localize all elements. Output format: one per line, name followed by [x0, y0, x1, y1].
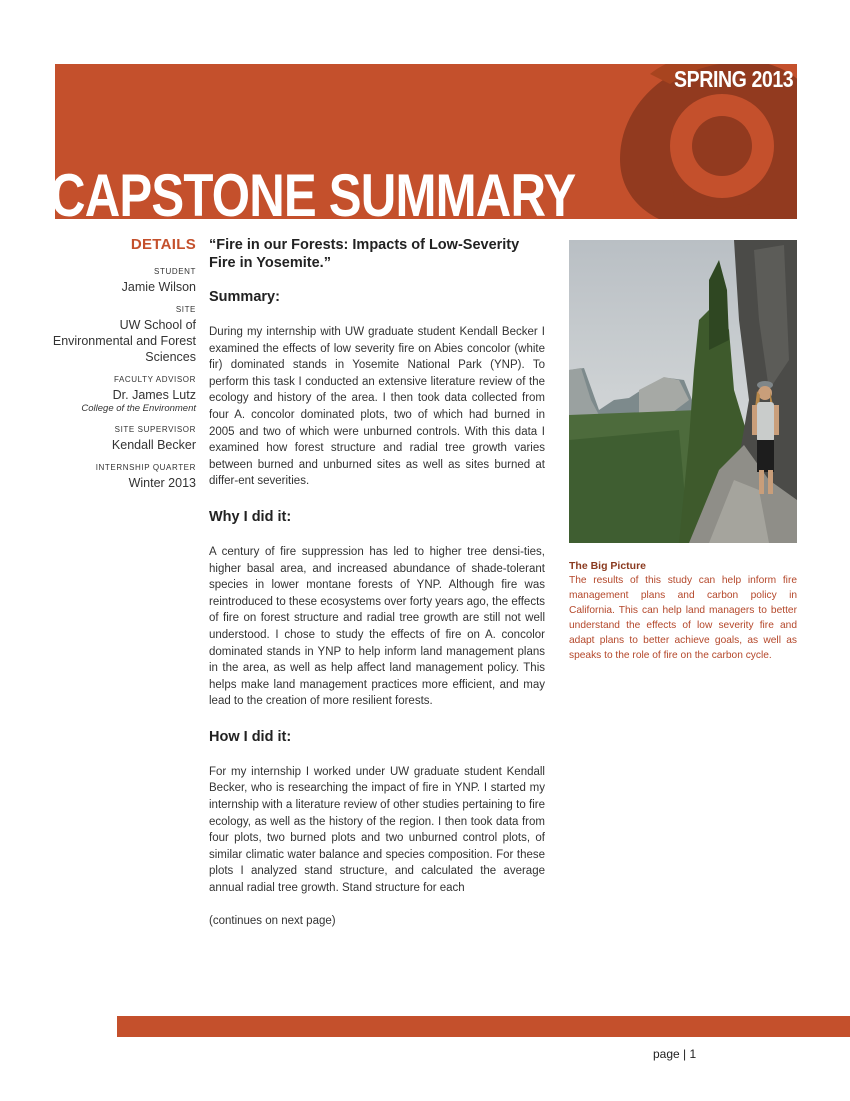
detail-value: Jamie Wilson	[121, 280, 196, 294]
yosemite-photo	[569, 240, 797, 543]
detail-site-supervisor	[40, 425, 196, 453]
page-number: page | 1	[653, 1047, 697, 1061]
detail-label: FACULTY ADVISOR	[113, 375, 196, 384]
page-title: CAPSTONE SUMMARY	[50, 162, 576, 229]
footer-bar	[117, 1016, 850, 1037]
detail-label: SITE	[175, 305, 196, 314]
caption-text: The results of this study can help inform fire management plans and carbon policy in California. This can help land managers to better understand the effects of low severity fire and adapt plans to better achieve goals, as well as speaks to the role of fire on the carbon cycle.	[569, 575, 797, 661]
section-body-how: For my internship I worked under UW graduate student Kendall Becker, who is researching the impact of fire in YNP. I started my internship with a literature review of other studies pertaining to fire ecology, as well as the history of the region. I then took data from four plots, two burned plots and two unburned control plots, of similar climatic water balance and species composition. For these plots I analyzed stand structure, and calculated the average annual radial tree growth. Stand structure for each	[209, 765, 545, 895]
detail-site	[40, 305, 196, 365]
section-body-why: A century of fire suppression has led to higher tree densi-ties, higher basal area, and increased abundance of shade-tolerant species in lower montane forests of YNP. Although fire was reintroduced to these ecosystems over forty years ago, the effects of fire on forest structure and radial tree growth are still not well understood. I chose to study the effects of fire on A. concolor dominated stands in YNP to help inform land management plans in the area, as well as help affect land management policy. This helps make land management practices more efficient, and may lead to the creation of more resilient forests.	[209, 545, 546, 708]
detail-student	[40, 267, 196, 295]
detail-value: Dr. James Lutz	[112, 388, 196, 402]
detail-value: UW School of Environmental and Forest Sciences	[52, 318, 196, 364]
detail-internship-quarter	[40, 463, 196, 491]
detail-label: INTERNSHIP QUARTER	[95, 463, 196, 472]
caption-title: The Big Picture	[569, 560, 647, 572]
section-heading-how: How I did it:	[209, 728, 292, 745]
detail-subvalue: College of the Environment	[81, 403, 196, 414]
section-body-summary: During my internship with UW graduate student Kendall Becker I examined the effects of low severity fire on Abies concolor (white fir) dominated stands in Yosemite National Park (YNP). To perform this task I conducted an extensive literature review of the ecology and history of the area. I then took data collected from four A. concolor dominated plots, two of which had burned in 2005 and two of which were unburned controls. With this data I examined how forest structure and radial tree growth varies between burned and unburned sites as well as sites burned at differ-ent severities.	[209, 326, 545, 488]
season-label: SPRING 2013	[673, 66, 793, 92]
section-heading-summary: Summary:	[209, 289, 280, 305]
detail-value: Winter 2013	[128, 476, 196, 490]
detail-label: SITE SUPERVISOR	[114, 425, 196, 434]
photo-caption	[569, 559, 797, 663]
photo-illustration-icon	[569, 240, 797, 543]
article-title: “Fire in our Forests: Impacts of Low-Severity Fire in Yosemite.”	[209, 237, 520, 271]
detail-label: STUDENT	[154, 267, 196, 276]
details-sidebar	[40, 236, 196, 491]
continues-note: (continues on next page)	[209, 914, 336, 927]
section-heading-why: Why I did it:	[209, 508, 292, 525]
detail-faculty-advisor	[40, 375, 196, 415]
details-heading: DETAILS	[130, 236, 196, 253]
article-body	[209, 236, 545, 927]
detail-value: Kendall Becker	[111, 438, 196, 452]
